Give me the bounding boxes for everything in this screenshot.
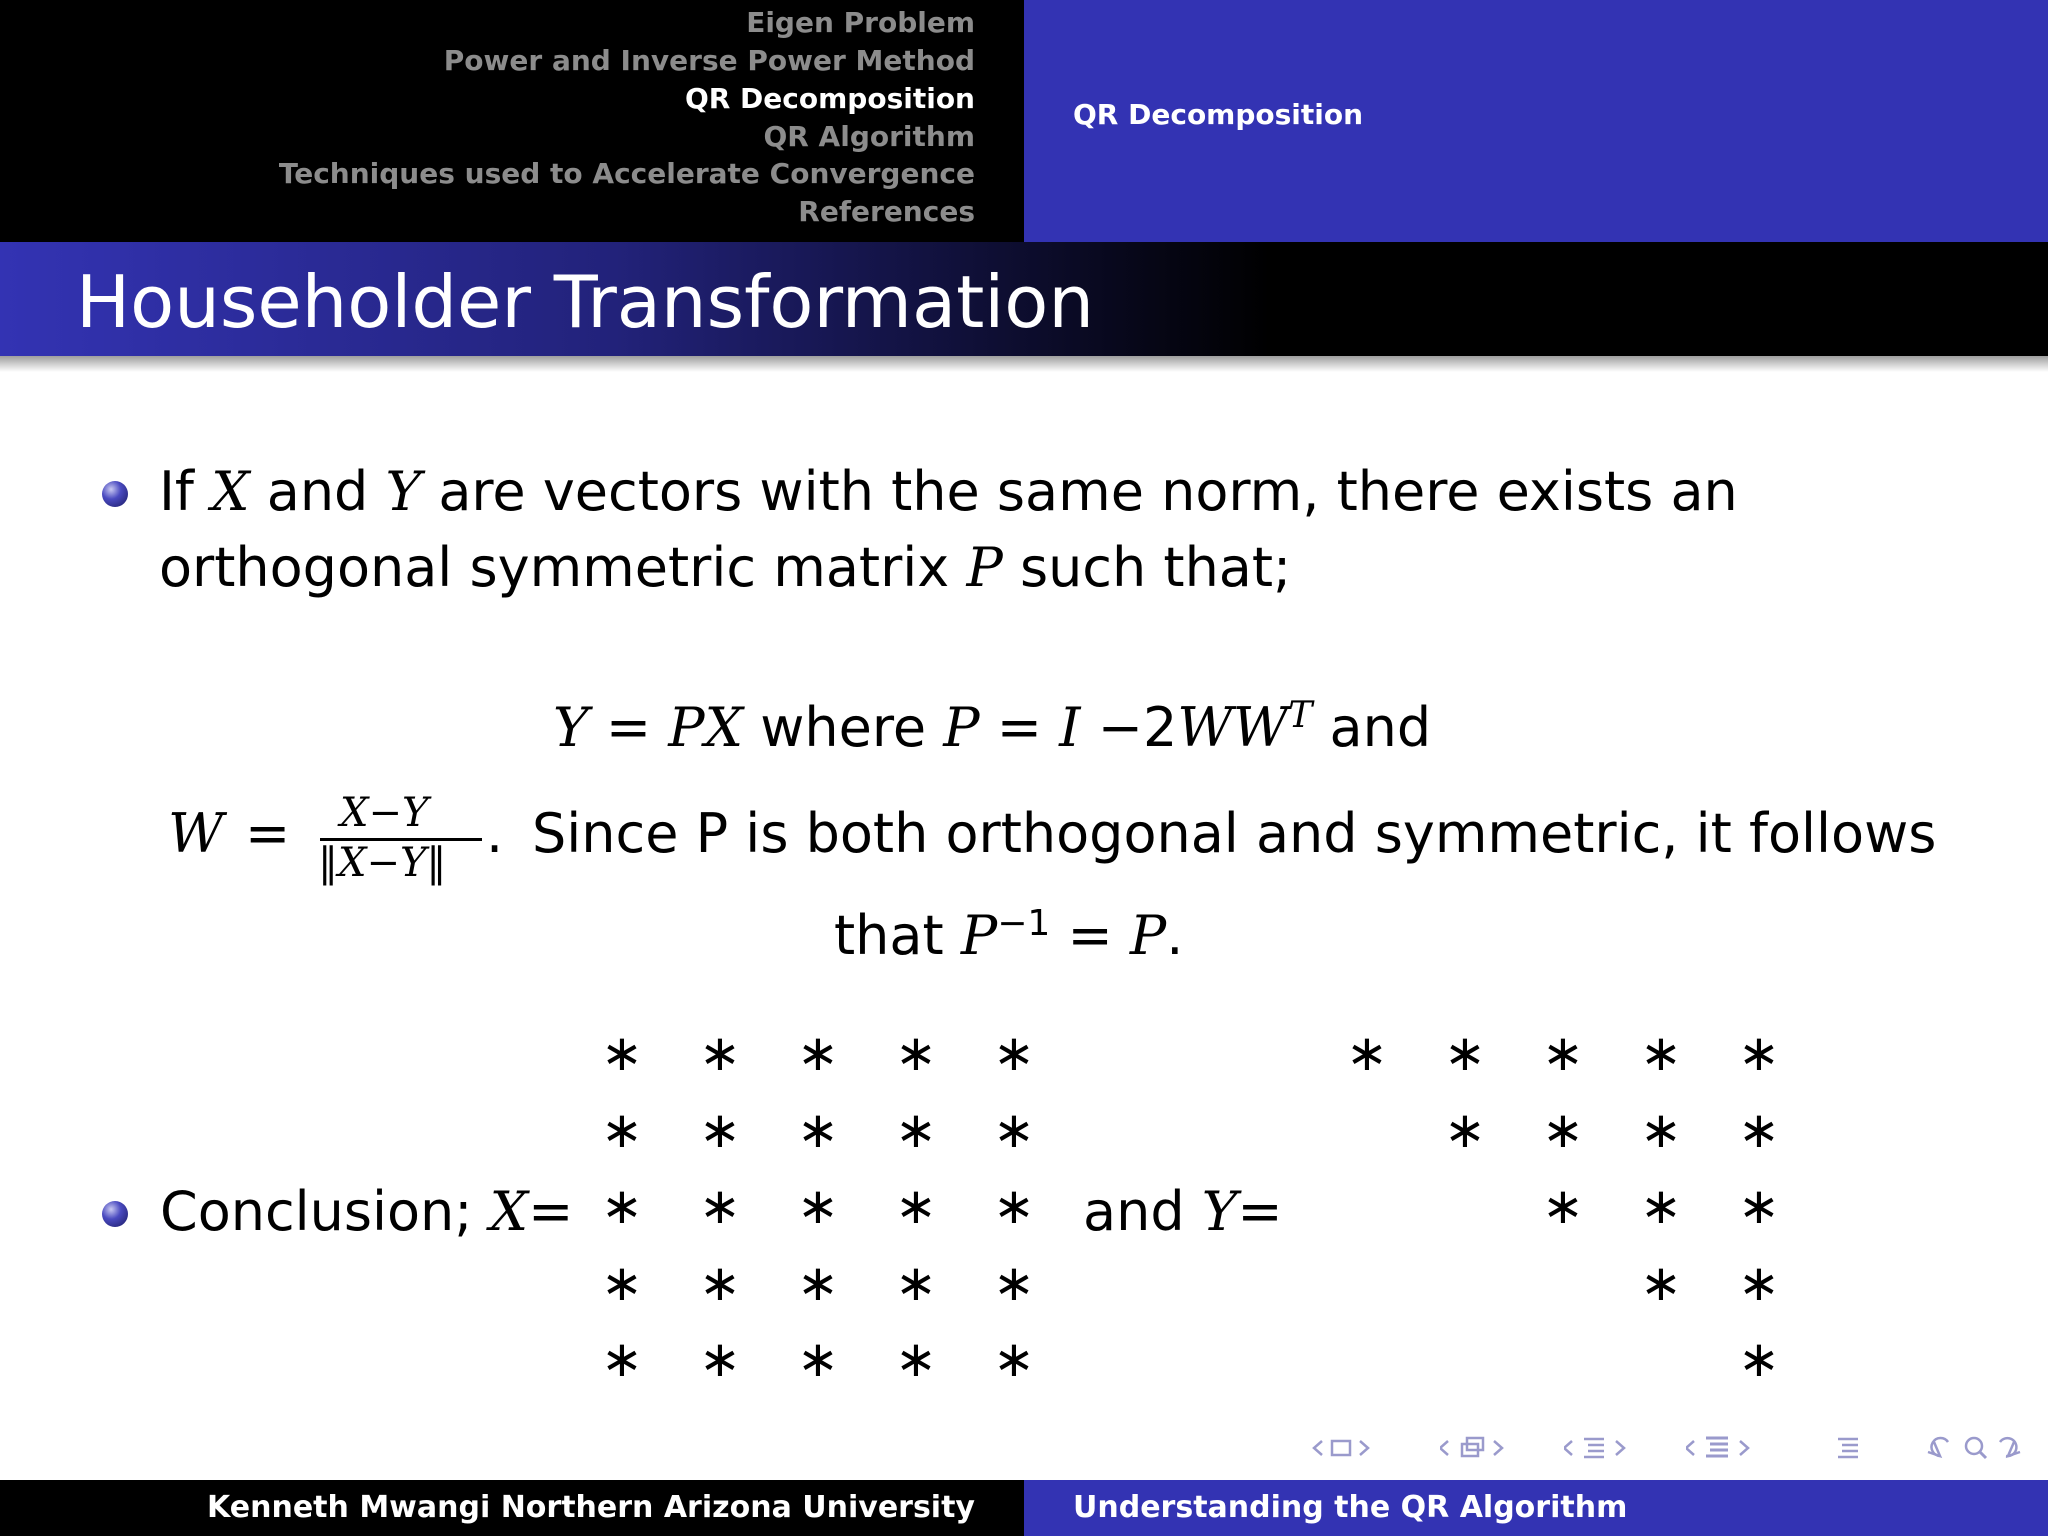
math-ww: WW	[1177, 696, 1289, 759]
section-navigation-icon[interactable]	[1686, 1428, 1786, 1468]
math-px: PX	[668, 696, 744, 759]
matrix-entry: ∗	[993, 1024, 1035, 1082]
text-conclusion: Conclusion;	[160, 1180, 473, 1243]
matrix-entry: ∗	[1640, 1253, 1682, 1312]
subsection-navigation-icon[interactable]	[1564, 1428, 1664, 1468]
matrix-entry: ∗	[699, 1024, 741, 1082]
math-equals: =	[996, 696, 1042, 759]
beamer-navigation-symbols	[1310, 1428, 2030, 1468]
frame-title-bar	[0, 242, 2048, 356]
math-y: Y	[385, 460, 422, 523]
math-equals: =	[245, 802, 291, 865]
nav-item-references[interactable]: References	[798, 195, 975, 228]
conclusion-label	[160, 1180, 573, 1244]
text-that: that	[834, 904, 944, 967]
text-and: and	[266, 460, 369, 523]
slide-navigation-icon[interactable]	[1310, 1428, 1410, 1468]
back-search-forward-icon[interactable]	[1924, 1428, 2030, 1468]
matrix-entry: ∗	[1640, 1024, 1682, 1082]
text-since-p: Since P is both orthogonal and symmetric, it follows	[532, 802, 1937, 865]
conclusion-and	[1083, 1180, 1283, 1244]
matrix-entry: ∗	[993, 1177, 1035, 1235]
matrix-entry: ∗	[895, 1330, 937, 1388]
matrix-entry: ∗	[1738, 1253, 1780, 1312]
footer-author: Kenneth Mwangi Northern Arizona University	[207, 1490, 975, 1525]
math-y: Y	[553, 696, 589, 759]
math-x: X	[211, 460, 250, 523]
math-y: Y	[1201, 1180, 1238, 1243]
math-dot: .	[486, 802, 504, 865]
matrix-entry: ∗	[1738, 1100, 1780, 1159]
header-navigation	[0, 0, 1024, 242]
matrix-entry: ∗	[1640, 1177, 1682, 1235]
matrix-entry: ∗	[601, 1177, 643, 1235]
footer-presentation-title: Understanding the QR Algorithm	[1073, 1490, 1628, 1525]
matrix-entry: ∗	[1640, 1100, 1682, 1159]
math-dot: .	[1166, 904, 1184, 967]
text-post: such that;	[1019, 536, 1292, 599]
matrix-entry: ∗	[699, 1253, 741, 1312]
math-two: 2	[1142, 696, 1178, 759]
matrix-entry: ∗	[797, 1024, 839, 1082]
math-p: P	[966, 536, 1003, 599]
math-equals: =	[605, 696, 652, 759]
text-and: and	[1329, 696, 1432, 759]
math-inverse-exponent: −1	[997, 903, 1051, 944]
title-bar-shadow	[0, 356, 2048, 372]
text-where: where	[760, 696, 927, 759]
toc-navigation-icon[interactable]	[1834, 1428, 1874, 1468]
nav-item-qr-decomposition[interactable]: QR Decomposition	[684, 82, 975, 115]
matrix-entry: ∗	[1346, 1024, 1388, 1082]
footer-author-bar	[0, 1480, 1024, 1536]
fraction-numerator: X−Y	[340, 790, 429, 836]
matrix-entry: ∗	[797, 1100, 839, 1159]
math-w: W	[168, 802, 224, 865]
fraction-denominator: ‖X−Y‖	[318, 840, 447, 886]
matrix-entry: ∗	[797, 1177, 839, 1235]
math-transpose: T	[1288, 695, 1313, 736]
math-minus: −	[1097, 696, 1143, 759]
math-equals: =	[528, 1180, 574, 1243]
header-section-panel	[1024, 0, 2048, 242]
text-rest: are vectors with the same norm, there exists an	[438, 460, 1738, 523]
frame-navigation-icon[interactable]	[1440, 1428, 1540, 1468]
matrix-entry: ∗	[699, 1100, 741, 1159]
math-x: X	[489, 1180, 529, 1243]
text-and: and	[1083, 1180, 1185, 1243]
matrix-entry: ∗	[699, 1330, 741, 1388]
matrix-entry: ∗	[993, 1330, 1035, 1388]
matrix-entry: ∗	[1542, 1100, 1584, 1159]
matrix-entry: ∗	[1542, 1177, 1584, 1235]
matrix-entry: ∗	[601, 1100, 643, 1159]
matrix-entry: ∗	[1444, 1100, 1486, 1159]
matrix-entry: ∗	[601, 1330, 643, 1388]
nav-item-qr-algorithm[interactable]: QR Algorithm	[763, 120, 975, 153]
matrix-entry: ∗	[699, 1177, 741, 1235]
text-pre: orthogonal symmetric matrix	[159, 536, 950, 599]
current-section-label[interactable]: QR Decomposition	[1073, 98, 1364, 131]
bullet-line-2	[159, 536, 1291, 600]
text-if: If	[159, 460, 194, 523]
matrix-entry: ∗	[601, 1253, 643, 1312]
matrix-entry: ∗	[1738, 1177, 1780, 1235]
frame-title: Householder Transformation	[76, 260, 1094, 344]
matrix-entry: ∗	[601, 1024, 643, 1082]
footer-title-bar	[1024, 1480, 2048, 1536]
matrix-entry: ∗	[1738, 1024, 1780, 1082]
math-equals: =	[1237, 1180, 1283, 1243]
matrix-entry: ∗	[993, 1100, 1035, 1159]
bullet-icon	[102, 481, 128, 507]
matrix-entry: ∗	[797, 1253, 839, 1312]
nav-item-acceleration-techniques[interactable]: Techniques used to Accelerate Convergence	[278, 157, 975, 190]
matrix-entry: ∗	[797, 1330, 839, 1388]
equation-householder	[553, 684, 1431, 760]
matrix-entry: ∗	[895, 1253, 937, 1312]
nav-item-power-method[interactable]: Power and Inverse Power Method	[443, 44, 975, 77]
math-p: P	[960, 904, 998, 967]
matrix-entry: ∗	[1444, 1024, 1486, 1082]
matrix-entry: ∗	[895, 1100, 937, 1159]
inverse-statement	[834, 892, 1183, 968]
math-p: P	[1129, 904, 1167, 967]
matrix-entry: ∗	[1738, 1330, 1780, 1388]
bullet-line-1	[159, 460, 1738, 524]
matrix-entry: ∗	[895, 1177, 937, 1235]
math-equals: =	[1067, 904, 1113, 967]
matrix-entry: ∗	[993, 1253, 1035, 1312]
matrix-entry: ∗	[1542, 1024, 1584, 1082]
nav-item-eigen-problem[interactable]: Eigen Problem	[746, 6, 975, 39]
math-i: I	[1059, 696, 1081, 759]
matrix-entry: ∗	[895, 1024, 937, 1082]
bullet-icon	[102, 1201, 128, 1227]
math-p: P	[943, 696, 980, 759]
